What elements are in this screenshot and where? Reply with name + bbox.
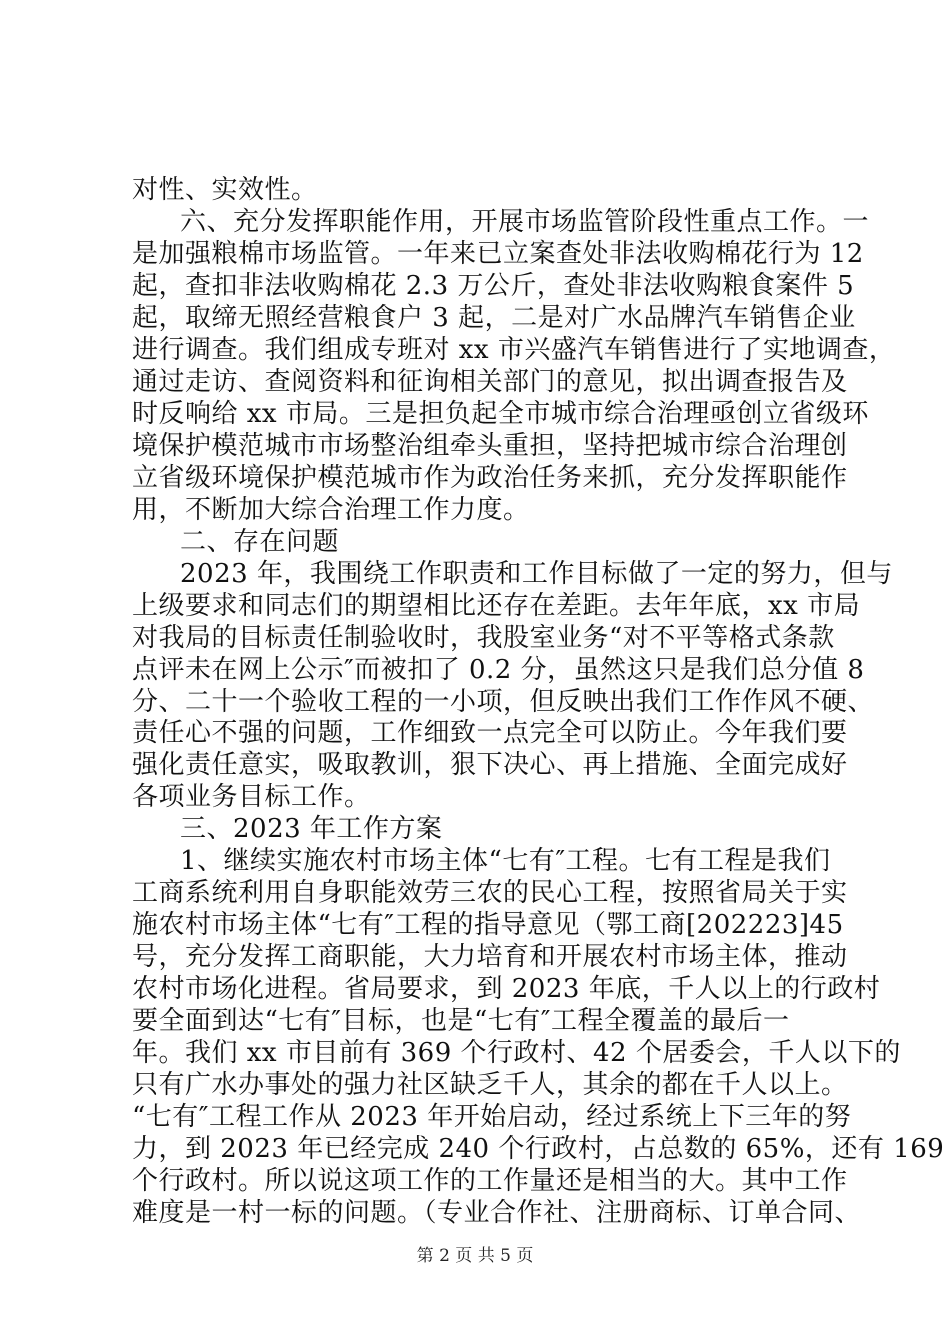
text-line: 对我局的目标责任制验收时，我股室业务“对不平等格式条款 bbox=[132, 623, 835, 653]
section-heading: 二、存在问题 bbox=[180, 527, 340, 557]
text-line: 难度是一村一标的问题。（专业合作社、注册商标、订单合同、 bbox=[132, 1198, 862, 1228]
text-line: 时反响给 xx 市局。三是担负起全市城市综合治理亟创立省级环 bbox=[132, 399, 869, 429]
text-line: 各项业务目标工作。 bbox=[132, 782, 371, 812]
text-line: 年。我们 xx 市目前有 369 个行政村、42 个居委会，千人以下的 bbox=[132, 1038, 901, 1068]
text-line: 通过走访、查阅资料和征询相关部门的意见，拟出调查报告及 bbox=[132, 367, 848, 397]
text-line: 境保护模范城市市场整治组牵头重担，坚持把城市综合治理创 bbox=[132, 431, 848, 461]
text-line: 1、继续实施农村市场主体“七有″工程。七有工程是我们 bbox=[180, 846, 831, 876]
text-line: 强化责任意实，吸取教训，狠下决心、再上措施、全面完成好 bbox=[132, 750, 848, 780]
text-line: “七有″工程工作从 2023 年开始启动，经过系统上下三年的努 bbox=[132, 1102, 852, 1132]
text-line: 上级要求和同志们的期望相比还存在差距。去年年底，xx 市局 bbox=[132, 591, 861, 621]
text-line: 要全面到达“七有″目标，也是“七有″工程全覆盖的最后一 bbox=[132, 1006, 790, 1036]
text-line: 对性、实效性。 bbox=[132, 175, 318, 205]
text-line: 个行政村。所以说这项工作的工作量还是相当的大。其中工作 bbox=[132, 1166, 848, 1196]
text-line: 进行调查。我们组成专班对 xx 市兴盛汽车销售进行了实地调查， bbox=[132, 335, 896, 365]
section-heading: 三、2023 年工作方案 bbox=[180, 814, 443, 844]
text-line: 起，取缔无照经营粮食户 3 起，二是对广水品牌汽车销售企业 bbox=[132, 303, 856, 333]
text-line: 工商系统利用自身职能效劳三农的民心工程，按照省局关于实 bbox=[132, 878, 848, 908]
text-line: 农村市场化进程。省局要求，到 2023 年底，千人以上的行政村 bbox=[132, 974, 881, 1004]
text-line: 只有广水办事处的强力社区缺乏千人，其余的都在千人以上。 bbox=[132, 1070, 848, 1100]
text-line: 是加强粮棉市场监管。一年来已立案查处非法收购棉花行为 12 bbox=[132, 239, 864, 269]
text-line: 分、二十一个验收工程的一小项，但反映出我们工作作风不硬、 bbox=[132, 687, 875, 717]
text-line: 点评未在网上公示″而被扣了 0.2 分，虽然这只是我们总分值 8 bbox=[132, 655, 865, 685]
text-line: 责任心不强的问题，工作细致一点完全可以防止。今年我们要 bbox=[132, 718, 848, 748]
text-line: 用，不断加大综合治理工作力度。 bbox=[132, 495, 530, 525]
text-line: 力，到 2023 年已经完成 240 个行政村，占总数的 65%，还有 169 bbox=[132, 1134, 945, 1164]
text-line: 号，充分发挥工商职能，大力培育和开展农村市场主体，推动 bbox=[132, 942, 848, 972]
text-line: 起，查扣非法收购棉花 2.3 万公斤，查处非法收购粮食案件 5 bbox=[132, 271, 855, 301]
text-line: 立省级环境保护模范城市作为政治任务来抓，充分发挥职能作 bbox=[132, 463, 848, 493]
text-line: 六、充分发挥职能作用，开展市场监管阶段性重点工作。一 bbox=[180, 207, 870, 237]
text-line: 2023 年，我围绕工作职责和工作目标做了一定的努力，但与 bbox=[180, 559, 893, 589]
page-footer: 第 2 页 共 5 页 bbox=[416, 1246, 534, 1266]
text-line: 施农村市场主体“七有″工程的指导意见（鄂工商[202223]45 bbox=[132, 910, 844, 940]
